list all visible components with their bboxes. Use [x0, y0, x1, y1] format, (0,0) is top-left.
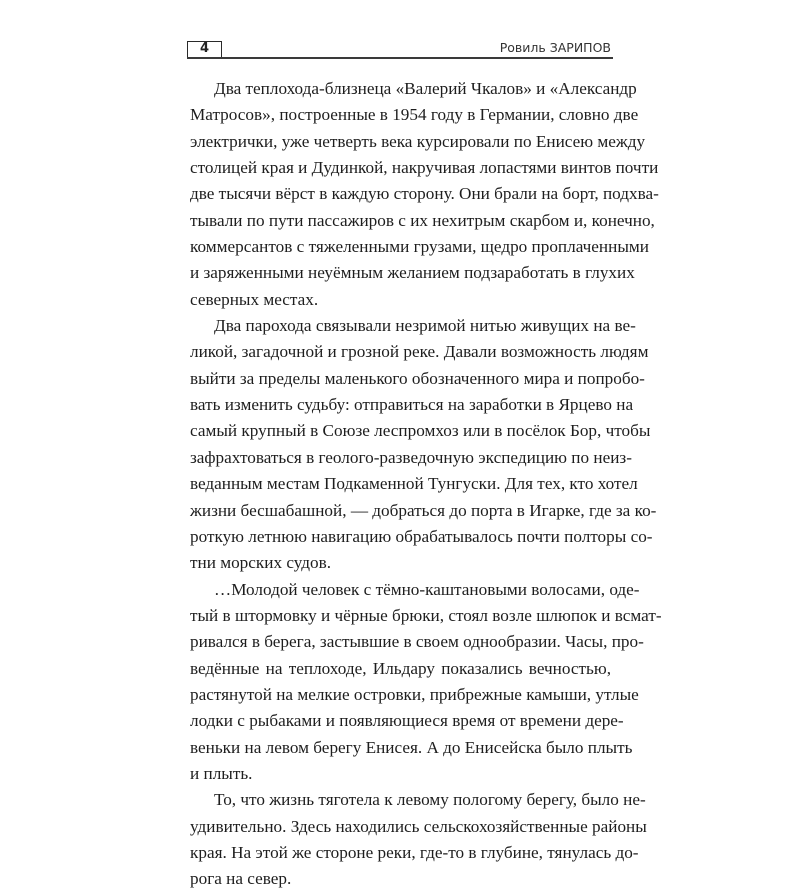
text-line: веньки на левом берегу Енисея. А до Енисейска было плыть — [190, 737, 633, 757]
text-line: зафрахтоваться в геолого-разведочную экспедицию по неиз- — [190, 447, 632, 467]
text-line: растянутой на мелкие островки, прибрежные камыши, утлые — [190, 684, 639, 704]
text-line: тый в штормовку и чёрные брюки, стоял возле шлюпок и всмат- — [190, 605, 662, 625]
page-number: 4 — [199, 41, 210, 56]
text-line: тни морских судов. — [190, 553, 331, 573]
text-line: ведённые на теплоходе, Ильдару показались вечностью, — [190, 658, 611, 678]
text-line: роткую летнюю навигацию обрабатывалось почти полторы со- — [190, 526, 653, 546]
page-header — [187, 40, 613, 59]
header-rule — [187, 57, 613, 59]
text-line: Матросов», построенные в 1954 году в Германии, словно две — [190, 105, 639, 125]
text-line: и плыть. — [190, 763, 253, 783]
text-line: северных местах. — [190, 289, 319, 309]
text-line: Два теплохода-близнеца «Валерий Чкалов» и «Александр — [214, 79, 637, 98]
text-line: две тысячи вёрст в каждую сторону. Они брали на борт, подхва- — [190, 184, 659, 204]
text-line: самый крупный в Союзе леспромхоз или в посёлок Бор, чтобы — [190, 421, 651, 441]
text-line: рога на север. — [190, 869, 292, 889]
text-line: …Молодой человек с тёмно-каштановыми волосами, оде- — [214, 579, 640, 599]
text-line: края. На этой же стороне реки, где-то в глубине, тянулась до- — [190, 842, 639, 862]
paragraph — [190, 787, 647, 892]
running-head-author: Ровиль ЗАРИПОВ — [499, 40, 611, 55]
text-line: вать изменить судьбу: отправиться на заработки в Ярцево на — [190, 395, 634, 415]
text-line: лодки с рыбаками и появляющиеся время от времени дере- — [190, 711, 624, 731]
text-line: электрички, уже четверть века курсировали по Енисею между — [190, 131, 646, 151]
text-line: и заряженными неуёмным желанием подзаработать в глухих — [190, 263, 635, 283]
text-line: столицей края и Дудинкой, накручивая лопастями винтов почти — [190, 158, 659, 178]
text-line: жизни бесшабашной, — добраться до порта в Игарке, где за ко- — [190, 500, 657, 520]
text-line: Два парохода связывали незримой нитью живущих на ве- — [214, 316, 636, 336]
paragraph — [190, 313, 657, 576]
text-line: ривался в берега, застывшие в своем однообразии. Часы, про- — [190, 632, 644, 652]
text-line: удивительно. Здесь находились сельскохозяйственные районы — [190, 816, 647, 836]
text-line: тывали по пути пассажиров с их нехитрым скарбом и, конечно, — [190, 210, 655, 230]
text-line: ликой, загадочной и грозной реке. Давали возможность людям — [190, 342, 649, 362]
text-line: То, что жизнь тяготела к левому пологому берегу, было не- — [214, 790, 646, 810]
text-line: веданным местам Подкаменной Тунгуски. Для тех, кто хотел — [190, 474, 638, 494]
text-line: выйти за пределы маленького обозначенного мира и попробо- — [190, 368, 645, 388]
paragraph — [190, 577, 662, 788]
body-text — [190, 76, 662, 893]
text-line: коммерсантов с тяжеленными грузами, щедро проплаченными — [190, 237, 649, 257]
paragraph — [190, 76, 659, 313]
